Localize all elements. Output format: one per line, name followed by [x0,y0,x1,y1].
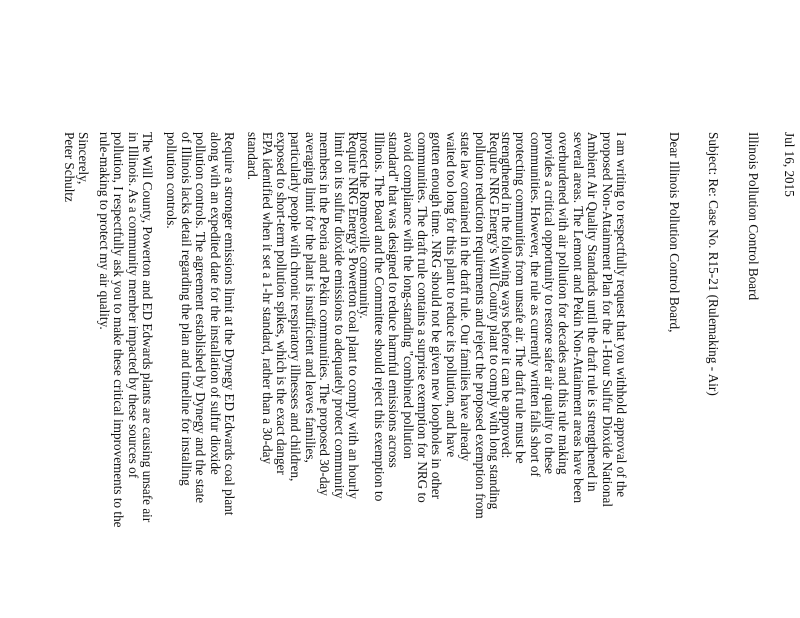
paragraph-line: The Will County, Powerton and ED Edwards plants are causing unsafe air [140,132,155,523]
paragraph-line: protecting communities from unsafe air. The draft rule must be [513,132,529,464]
paragraph-line: gotten enough time. NRG should not be given new loopholes in other [429,132,445,500]
paragraph-line: along with an expedited date for the installation of sulfur dioxide [207,132,223,475]
letter-closing: Sincerely, [76,132,91,185]
paragraph-line: proposed Non-Attainment Plan for the 1-Hour Sulfur Dioxide National [599,132,615,508]
paragraph-line: several areas. The Lemont and Pekin Non-Attainment areas have been [570,132,586,504]
paragraph-line: of Illinois lacks detail regarding the plan and timeline for installing [178,132,194,486]
paragraph-line: Ambient Air Quality Standards until the draft rule is strengthened in [585,132,601,492]
paragraph-line: state law contained in the draft rule. Our families have already [458,132,474,462]
paragraph-5 [96,132,154,618]
paragraph-line: I am writing to respectfully request that you withhold approval of the [614,132,629,498]
paragraph-line: protect the Romeoville community. [357,132,373,319]
paragraph-2 [357,132,501,618]
paragraph-line: in Illinois. As a community member impacted by these sources of [125,132,141,479]
paragraph-line: Require NRG Energy's Powerton coal plant to comply with an hourly [346,132,361,499]
paragraph-line: rule-making to protect my air quality. [96,132,112,330]
paragraph-line: standard. [245,132,261,180]
paragraph-line: limit on its sulfur dioxide emissions to adequately protect community [331,132,347,499]
paragraph-line: members in the Peoria and Pekin communities. The proposed 30-day [317,132,333,496]
paragraph-line: standard" that was designed to reduce harmful emissions across [386,132,402,468]
paragraph-line: avoid compliance with the long-standing "combined pollution [400,132,416,459]
letter-recipient: Illinois Pollution Control Board [746,132,761,301]
paragraph-line: pollution, I respectfully ask you to make these critical improvements to the [111,132,127,528]
paragraph-line: communities. The draft rule contains a surprise exemption for NRG to [414,132,430,503]
paragraph-4 [164,132,236,618]
paragraph-line: overburdened with air pollution for decades and this rule making [556,132,572,475]
letter-signature: Peter Schultz [62,132,77,202]
paragraph-line: strengthened in the following ways before it can be approved: [498,132,514,459]
paragraph-line: particularly people with chronic respiratory illnesses and children, [288,132,304,482]
paragraph-line: Require a stronger emissions limit at the Dynegy ED Edwards coal plant [222,132,237,516]
paragraph-line: Require NRG Energy's Will County plant to comply with long standing [487,132,502,510]
letter-subject: Subject: Re: Case No. R15-21 (Rulemaking - Air) [706,132,721,396]
paragraph-line: pollution controls. [164,132,180,229]
paragraph-line: Illinois. The Board and the Committee should reject this exemption to [371,132,387,502]
paragraph-line: provides a critical opportunity to restore safer air quality to these [541,132,557,475]
paragraph-line: exposed to short-term pollution spikes, which is the exact danger [273,132,289,475]
paragraph-1 [498,132,628,618]
paragraph-line: pollution controls. The agreement established by Dynegy and the state [193,132,209,504]
paragraph-line: waited too long for this plant to reduce its pollution, and have [443,132,459,458]
paragraph-line: averaging limit for the plant is insufficient and leaves families, [302,132,318,463]
paragraph-line: EPA identified when it set a 1-hr standard, rather than a 30-day [259,132,275,465]
paragraph-line: pollution reduction requirements and reject the proposed exemption from [472,132,488,519]
letter-salutation: Dear Illinois Pollution Control Board, [667,132,682,333]
paragraph-line: communities. However, the rule as currently written falls short of [527,132,543,477]
letter-date: Jul 16, 2015 [782,132,797,197]
paragraph-3 [245,132,360,618]
